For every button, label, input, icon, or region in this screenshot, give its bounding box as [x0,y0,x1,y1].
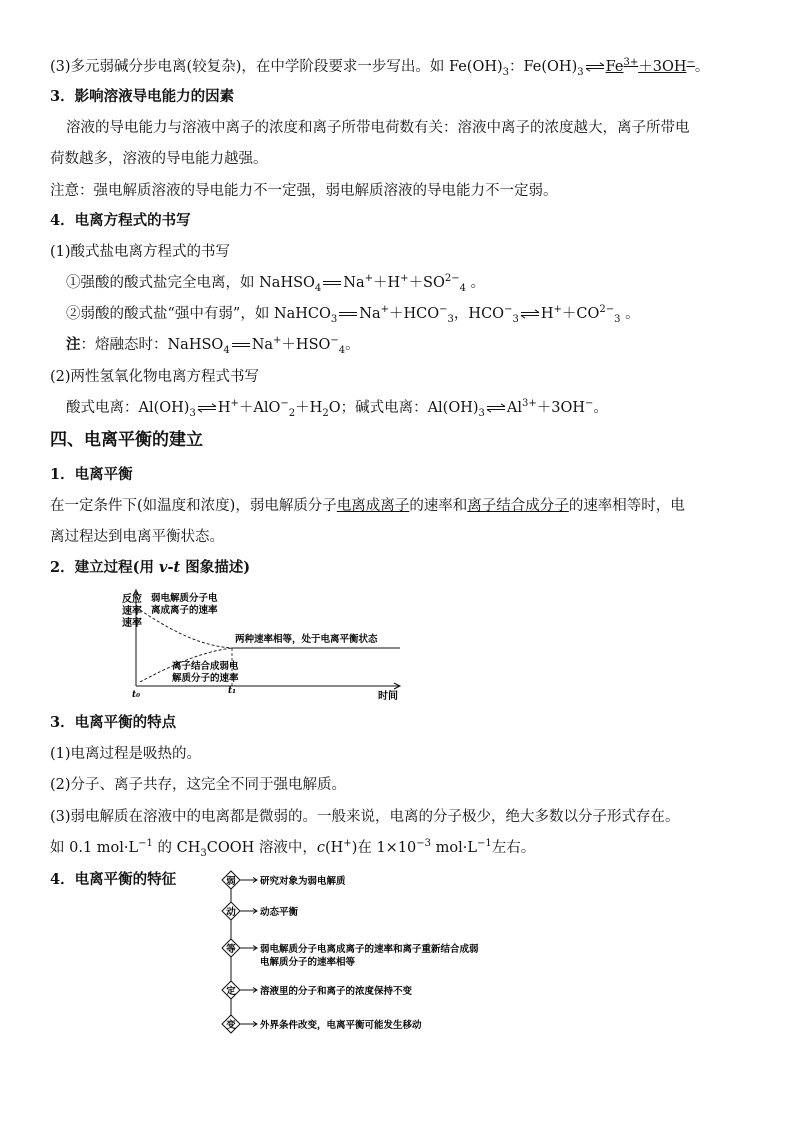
feature-key: 动 [226,907,236,918]
feature-key: 弱 [226,876,236,887]
reversible-arrow-icon [520,309,540,319]
section-4-1-heading: 1．电离平衡 [50,466,133,483]
section-4-2-heading: 2．建立过程(用 v-t 图象描述) [50,559,251,576]
section-4-heading: 4．电离方程式的书写 [50,212,191,229]
feature-key: 变 [226,1020,236,1031]
section-4-4-heading: 4．电离平衡的特征 [50,871,177,888]
nahso4-equation: ①强酸的酸式盐完全电离，如 NaHSO$_4$ $Na^++H^++SO^{2-}_4$ 。 [66,273,486,294]
reversible-arrow-icon [585,62,605,72]
ionization-rate-label-1: 弱电解质分子电 [151,593,218,604]
amphoteric-subheading: (2)两性氢氧化物电离方程式书写 [50,369,260,385]
molten-nahso4-equation: 注：熔融态时：NaHSO$_4$ $Na^++HSO^-_4$。 [66,335,360,356]
reversible-arrow-icon [197,403,217,413]
conductivity-paragraph-line-2: 荷数越多，溶液的导电能力越强。 [50,151,268,167]
t0-label: t₀ [132,690,141,700]
feature-weak [222,871,346,889]
feature-text: 研究对象为弱电解质 [260,876,346,887]
acid-salt-subheading: (1)酸式盐电离方程式的书写 [50,244,231,260]
feature-2: (2)分子、离子共存，这完全不同于强电解质。 [50,777,347,793]
feature-text: 外界条件改变，电离平衡可能发生移动 [260,1020,422,1031]
feature-text: 动态平衡 [260,907,299,918]
conductivity-paragraph-line-1: 溶液的导电能力与溶液中离子的浓度和离子所带电荷数有关：溶液中离子的浓度越大，离子所带电 [66,120,690,136]
equilibrium-definition-line-1: 在一定条件下(如温度和浓度)，弱电解质分子电离成离子的速率和离子结合成分子的速率相等时，电 [50,498,685,514]
equilibrium-definition-line-2: 离过程达到电离平衡状态。 [50,529,224,545]
feature-dynamic [222,902,299,920]
feature-4: 如 0.1 $mol\cdot L^{-1}$ 的 $CH_3COOH$ 溶液中，c(H+)在 $1\times 10^{-3}$ $mol\cdot L^{-1}$左右。 [50,838,536,859]
equilibrium-label: 两种速率相等，处于电离平衡状态 [235,634,378,645]
x-axis-label: 时间 [378,691,398,702]
feature-equal [222,939,479,968]
feature-key: 等 [226,944,236,955]
equals-arrow-icon [338,309,358,319]
vt-graph [110,586,410,704]
conductivity-note: 注意：强电解质溶液的导电能力不一定强，弱电解质溶液的导电能力不一定弱。 [50,183,558,199]
nahco3-equation: ②弱酸的酸式盐“强中有弱”，如 NaHCO$_3$ $Na^++HCO^-_3$，$HCO^-_3$ $H^++CO^{2-}_3$ 。 [66,304,640,325]
reversible-arrow-icon [486,403,506,413]
t1-label: t₁ [228,686,237,696]
section-4-3-heading: 3．电离平衡的特点 [50,714,177,731]
feature-fixed [222,981,413,999]
recombination-rate-label-1: 离子结合成弱电 [172,661,239,672]
weak-base-ionization-line: (3)多元弱碱分步电离(较复杂)，在中学阶段要求一步写出。如 $Fe(OH)_3$：$Fe(OH)_3$ $Fe^{3+}+3OH^-$。 [50,57,710,78]
feature-3: (3)弱电解质在溶液中的电离都是微弱的。一般来说，电离的分子极少，绝大多数以分子形式存在。 [50,809,680,825]
aloh3-equation: 酸式电离：$Al(OH)_3$ $H^++AlO^-_2+H_2O$；碱式电离：$Al(OH)_3$ $Al^{3+}+3OH^-$。 [66,398,608,419]
equals-arrow-icon [231,340,251,350]
chapter-4-heading: 四、电离平衡的建立 [50,430,203,450]
characteristics-diagram [215,868,515,1038]
y-axis-label-3: 速率 [122,618,142,629]
feature-key: 定 [226,986,236,997]
section-3-heading: 3．影响溶液导电能力的因素 [50,88,235,105]
equals-arrow-icon [322,278,342,288]
feature-text: 溶液里的分子和离子的浓度保持不变 [260,986,413,997]
recombination-rate-label-2: 解质分子的速率 [172,673,239,684]
feature-text-line-2: 电解质分子的速率相等 [260,957,356,968]
y-axis-label-2: 速率 [122,606,142,617]
y-axis-label-1: 反应 [122,594,142,605]
ionization-rate-label-2: 离成离子的速率 [151,605,218,616]
feature-1: (1)电离过程是吸热的。 [50,746,202,762]
feature-change [222,1015,422,1033]
feature-text-line-1: 弱电解质分子电离成离子的速率和离子重新结合成弱 [260,944,479,955]
